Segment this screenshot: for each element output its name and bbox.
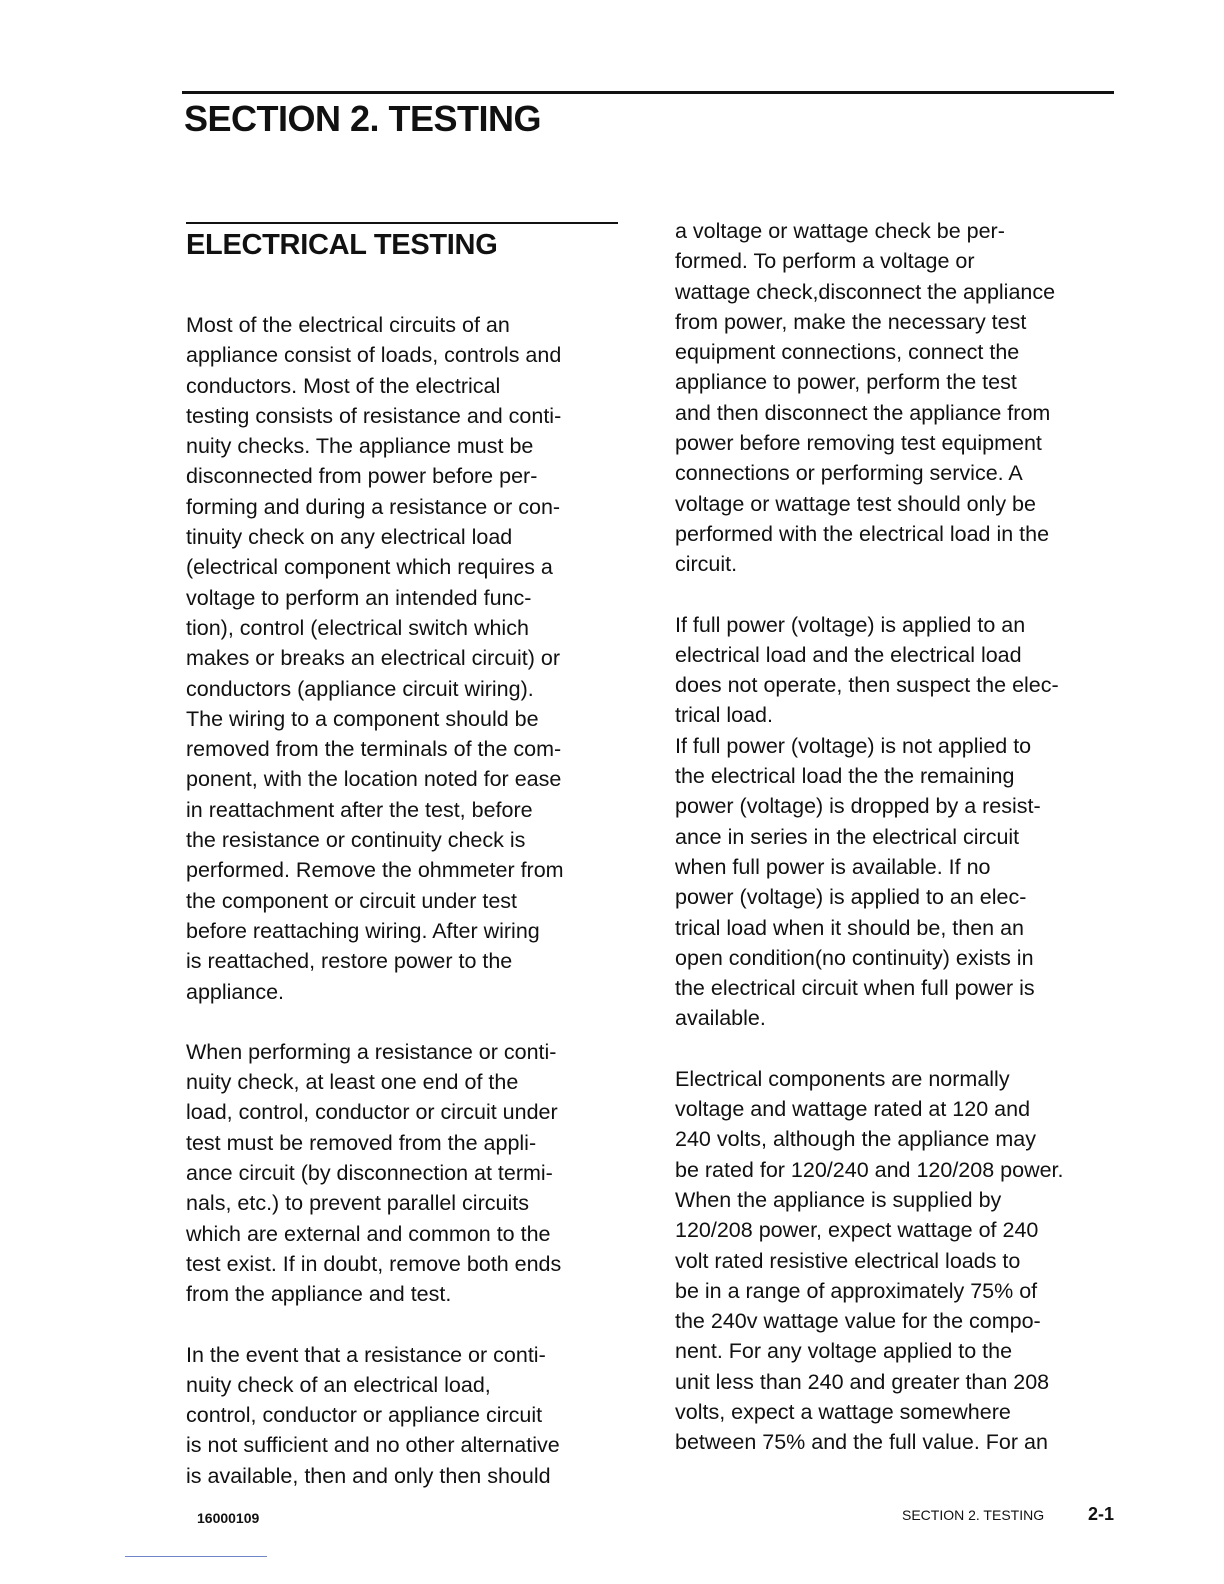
paragraph-electrical-circuits: Most of the electrical circuits of an appliance consist of loads, controls and conductors. Most of the electrical testing consists of resistance and conti- nuity checks. The appliance must be disconnected from power before per- forming and during a resistance or con- tinuity check on any electrical load (electrical component which requires a voltage to perform an intended func- tion), control (electrical switch which makes or breaks an electrical circuit) or conductors (appliance circuit wiring). The wiring to a component should be removed from the terminals of the com- ponent, with the location noted for ease in reattachment after the test, before the resistance or continuity check is performed. Remove the ohmmeter from the component or circuit under test before reattaching wiring. After wiring is reattached, restore power to the appliance. (186, 313, 564, 1004)
scan-artifact-line (125, 1556, 267, 1557)
paragraph-voltage-wattage-check: a voltage or wattage check be per- formed. To perform a voltage or wattage check,disconnect the appliance from power, make the necessary test equipment connections, connect the appliance to power, perform the test and then disconnect the appliance from power before removing test equipment connections or performing service. A voltage or wattage test should only be performed with the electrical load in the circuit. (675, 219, 1056, 577)
paragraph-continuity-check: When performing a resistance or conti- nuity check, at least one end of the load, control, conductor or circuit under test must be removed from the appli- ance circuit (by disconnection at termi- nals, etc.) to prevent parallel circuits which are external and common to the test exist. If in doubt, remove both ends from the appliance and test. (186, 1039, 562, 1307)
footer-section-label: SECTION 2. TESTING (902, 1507, 1045, 1523)
page-number: 2-1 (1088, 1504, 1115, 1524)
paragraph-full-power-applied: If full power (voltage) is applied to an electrical load and the electrical load does not operate, then suspect the elec- trical load. (675, 612, 1059, 728)
document-code: 16000109 (197, 1510, 260, 1526)
paragraph-in-the-event: In the event that a resistance or conti- nuity check of an electrical load, control, conductor or appliance circuit is not sufficient and no other alternative is available, then and only then should (186, 1342, 560, 1488)
right-column (675, 216, 1120, 1458)
subheading-rule (186, 222, 618, 224)
header-rule (182, 91, 1114, 94)
paragraph-full-power-not-applied: If full power (voltage) is not applied to the electrical load the the remaining power (voltage) is dropped by a resist- ance in series in the electrical circuit when full power is available. If no power (voltage) is applied to an elec- trical load when it should be, then an open condition(no continuity) exists in the electrical circuit when full power is available. (675, 733, 1041, 1031)
paragraph-component-ratings: Electrical components are normally voltage and wattage rated at 120 and 240 volts, although the appliance may be rated for 120/240 and 120/208 power. When the appliance is supplied by 120/208 power, expect wattage of 240 volt rated resistive electrical loads to be in a range of approximately 75% of the 240v wattage value for the compo- nent. For any voltage applied to the unit less than 240 and greater than 208 volts, expect a wattage somewhere between 75% and the full value. For an (675, 1066, 1064, 1455)
left-column (186, 222, 630, 1491)
section-title: SECTION 2. TESTING (184, 98, 542, 139)
electrical-testing-heading: ELECTRICAL TESTING (186, 229, 498, 261)
